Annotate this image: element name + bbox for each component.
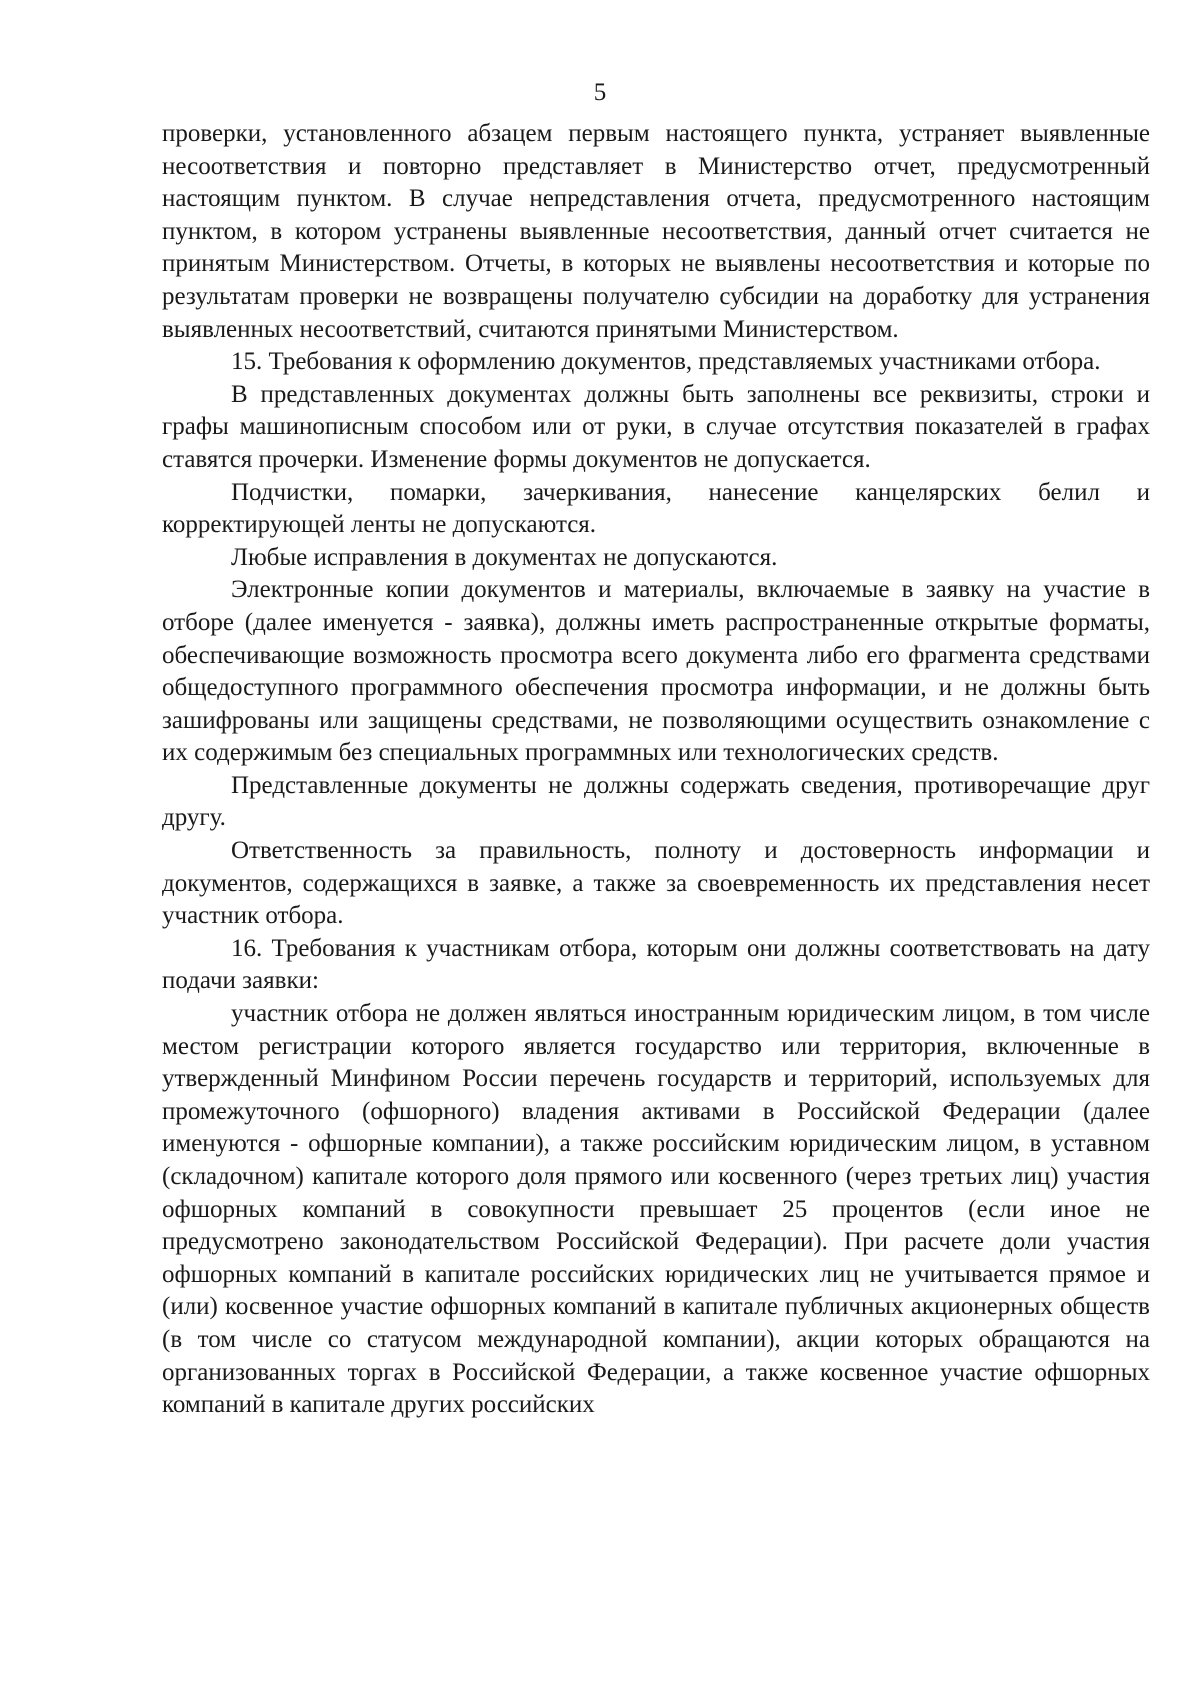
paragraph-continuation: проверки, установленного абзацем первым настоящего пункта, устраняет выявленные несоответствия и повторно представляет в Министерство отчет, предусмотренный настоящим пунктом. В случае непредставления отчета, предусмотренного настоящим пунктом, в котором устранены выявленные несоответствия, данный отчет считается не принятым Министерством. Отчеты, в которых не выявлены несоответствия и которые по результатам проверки не возвращены получателю субсидии на доработку для устранения выявленных несоответствий, считаются принятыми Министерством. bbox=[162, 120, 1150, 343]
paragraph-offshore-requirement: участник отбора не должен являться иностранным юридическим лицом, в том числе местом регистрации которого является государство или территория, включенные в утвержденный Минфином России перечень государств и территорий, используемых для промежуточного (офшорного) владения активами в Российской Федерации (далее именуются - офшорные компании), а также российским юридическим лицом, в уставном (складочном) капитале которого доля прямого или косвенного (через третьих лиц) участия офшорных компаний в совокупности превышает 25 процентов (если иное не предусмотрено законодательством Российской Федерации). При расчете доли участия офшорных компаний в капитале российских юридических лиц не учитывается прямое и (или) косвенное участие офшорных компаний в капитале публичных акционерных обществ (в том числе со статусом международной компании), акции которых обращаются на организованных торгах в Российской Федерации, а также косвенное участие офшорных компаний в капитале других российских bbox=[162, 1000, 1150, 1419]
document-body bbox=[162, 118, 1150, 1422]
paragraph-responsibility: Ответственность за правильность, полноту и достоверность информации и документов, содержащихся в заявке, а также за своевременность их представления несет участник отбора. bbox=[162, 837, 1150, 930]
paragraph-electronic-copies: Электронные копии документов и материалы, включаемые в заявку на участие в отборе (далее именуется - заявка), должны иметь распространенные открытые форматы, обеспечивающие возможность просмотра всего документа либо его фрагмента средствами общедоступного программного обеспечения просмотра информации, и не должны быть зашифрованы или защищены средствами, не позволяющими осуществить ознакомление с их содержимым без специальных программных или технологических средств. bbox=[162, 576, 1150, 767]
paragraph-section-16-heading: 16. Требования к участникам отбора, которым они должны соответствовать на дату подачи заявки: bbox=[162, 934, 1150, 995]
paragraph-section-15-heading: 15. Требования к оформлению документов, представляемых участниками отбора. bbox=[231, 348, 1101, 376]
page-number: 5 bbox=[593, 79, 607, 106]
paragraph-no-contradictions: Представленные документы не должны содержать сведения, противоречащие друг другу. bbox=[162, 771, 1150, 832]
paragraph-erasures: Подчистки, помарки, зачеркивания, нанесение канцелярских белил и корректирующей ленты не допускаются. bbox=[162, 478, 1150, 539]
paragraph-requisites: В представленных документах должны быть заполнены все реквизиты, строки и графы машинописным способом или от руки, в случае отсутствия показателей в графах ставятся прочерки. Изменение формы документов не допускается. bbox=[162, 380, 1150, 473]
paragraph-corrections: Любые исправления в документах не допускаются. bbox=[231, 543, 778, 571]
